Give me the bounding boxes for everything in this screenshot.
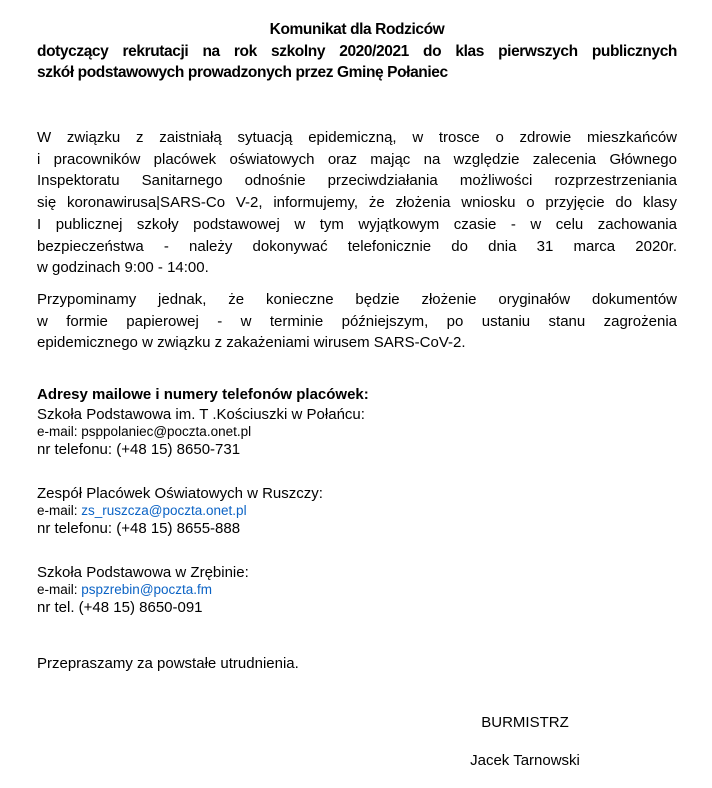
paragraph-line: Inspektoratu Sanitarnego odnośnie przeciwdziałania możliwości rozprzestrzeniania [37, 172, 677, 190]
school-phone: nr tel. (+48 15) 8650-091 [37, 599, 203, 616]
school-phone: nr telefonu: (+48 15) 8650-731 [37, 441, 241, 458]
email-label: e-mail: [37, 424, 78, 439]
signature-name: Jacek Tarnowski [470, 752, 580, 769]
signature-block [400, 713, 650, 771]
closing-apology [37, 654, 677, 674]
document-subtitle-line: dotyczący rekrutacji na rok szkolny 2020/2021 do klas pierwszych publicznych [37, 42, 677, 60]
school-contact-ruszcza [37, 484, 677, 538]
paragraph-line: i pracowników placówek oświatowych oraz mając na względzie zalecenia Głównego [37, 150, 677, 168]
document-header [37, 19, 677, 84]
school-email-line [37, 582, 677, 598]
paragraph-line: I publicznej szkoły podstawowej w tym wyjątkowym czasie - w celu zachowania [37, 215, 677, 233]
email-link[interactable]: zs_ruszcza@poczta.onet.pl [81, 503, 247, 518]
paragraph-line: W związku z zaistniałą sytuacją epidemiczną, w trosce o zdrowie mieszkańców [37, 129, 677, 146]
school-name: Zespół Placówek Oświatowych w Ruszczy: [37, 485, 323, 502]
paragraph-line: w godzinach 9:00 - 14:00. [37, 259, 209, 277]
paragraph-line: epidemicznego w związku z zakażeniami wirusem SARS-CoV-2. [37, 334, 466, 352]
paragraph-epidemic-notice [37, 127, 677, 279]
email-address: psppolaniec@poczta.onet.pl [81, 424, 252, 439]
document-subtitle-line: szkół podstawowych prowadzonych przez Gminę Połaniec [37, 64, 448, 82]
contacts-heading: Adresy mailowe i numery telefonów placówek: [37, 386, 369, 403]
email-link[interactable]: pspzrebin@poczta.fm [81, 582, 213, 597]
contacts-section [37, 385, 677, 617]
school-email-line [37, 424, 677, 440]
school-contact-polaniec [37, 405, 677, 459]
document-title: Komunikat dla Rodziców [269, 21, 445, 38]
paragraph-line: Przypominamy jednak, że konieczne będzie złożenie oryginałów dokumentów [37, 291, 677, 308]
paragraph-paper-documents-reminder [37, 289, 677, 354]
paragraph-line: w formie papierowej - w terminie późniejszym, po ustaniu stanu zagrożenia [37, 312, 677, 330]
email-label: e-mail: [37, 503, 78, 518]
email-label: e-mail: [37, 582, 78, 597]
closing-text: Przepraszamy za powstałe utrudnienia. [37, 655, 299, 672]
school-contact-zrebin [37, 563, 677, 617]
signature-title: BURMISTRZ [481, 714, 569, 731]
school-phone: nr telefonu: (+48 15) 8655-888 [37, 520, 241, 537]
school-name: Szkoła Podstawowa w Zrębinie: [37, 564, 249, 581]
paragraph-line: bezpieczeństwa - należy dokonywać telefonicznie do dnia 31 marca 2020r. [37, 237, 677, 255]
school-name: Szkoła Podstawowa im. T .Kościuszki w Połańcu: [37, 406, 365, 423]
paragraph-line-with-text-cursor: się koronawirusa|SARS-Co V-2, informujemy, że złożenia wniosku o przyjęcie do klasy [37, 194, 677, 212]
school-email-line [37, 503, 677, 519]
